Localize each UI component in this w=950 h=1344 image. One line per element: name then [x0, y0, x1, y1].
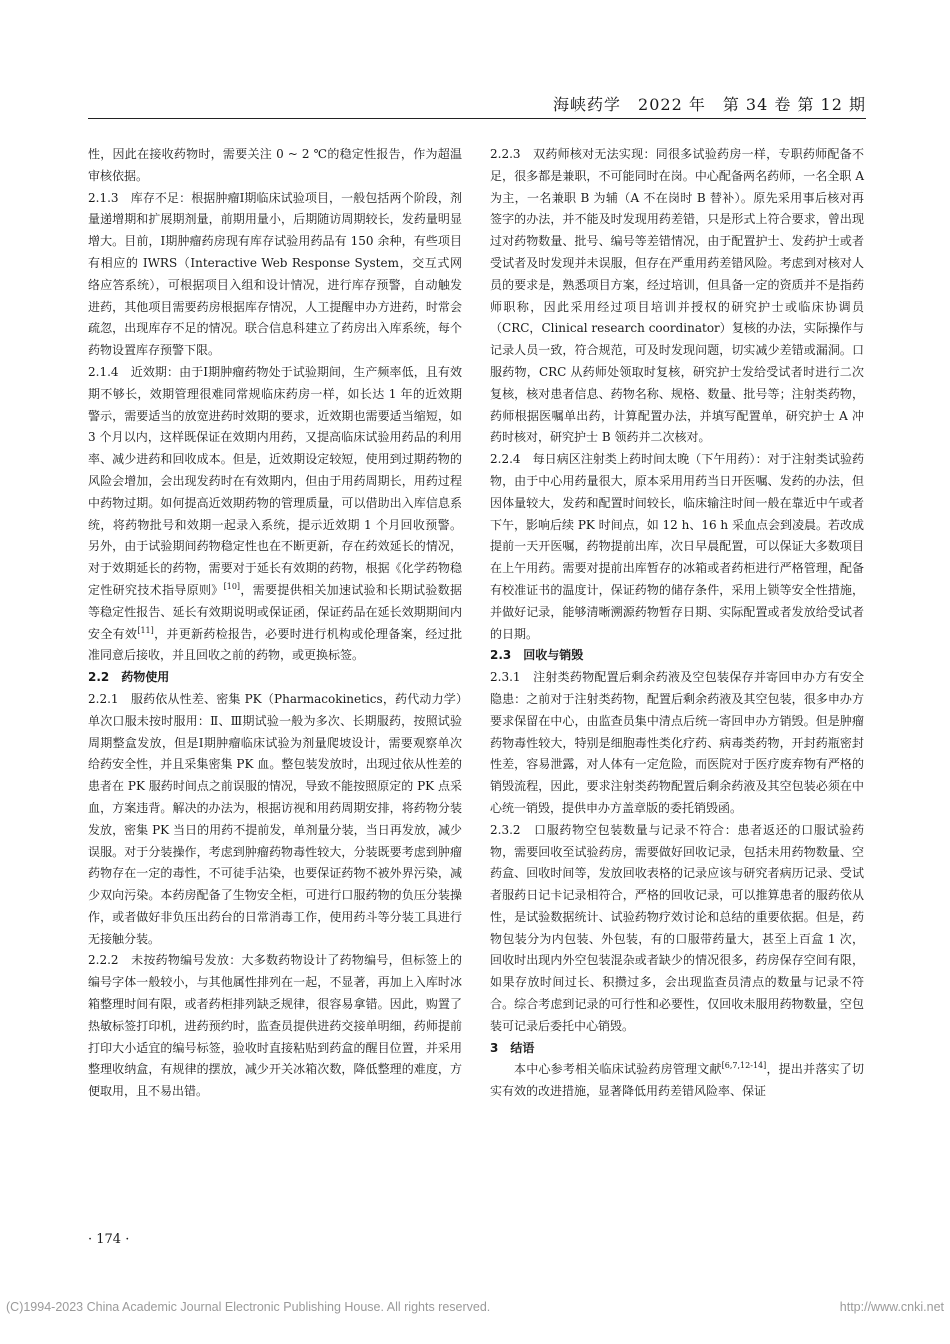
left-column	[88, 144, 462, 1103]
footer	[0, 1300, 950, 1314]
section-heading: 2.2 药物使用	[88, 670, 170, 685]
footer-copyright: (C)1994-2023 China Academic Journal Electronic Publishing House. All rights reserved.	[6, 1300, 491, 1314]
paragraph: 本中心参考相关临床试验药房管理文献[6,7,12-14]，提出并落实了切实有效的改进措施，显著降低用药差错风险率、保证	[490, 1061, 864, 1099]
paragraph: 性，因此在接收药物时，需要关注 0 ~ 2 ℃的稳定性报告，作为超温审核依据。	[88, 147, 462, 183]
citation: [11]	[137, 625, 154, 635]
paragraph: 2.2.4 每日病区注射类上药时间太晚（下午用药）：对于注射类试验药物，由于中心用药量很大，原本采用用药当日开医嘱、发药的办法，但因体量较大，发药和配置时间较长，临床输注时间一般在靠近中午或者下午，影响后续 PK 时间点，如 12 h、16 h 采血点会到凌晨。若改成提前一天开医嘱，药物提前出库，次日早晨配置，可以保证大多数项目在上午用药。需要对提前出库暂存的冰箱或者药柜进行严格管理，配备有校准证书的温度计，保证药物的储存条件，采用上锁等安全性措施，并做好记录，能够清晰溯源药物暂存日期、实际配置或者发放给受试者的日期。	[490, 452, 864, 641]
paragraph: 2.2.1 服药依从性差、密集 PK（Pharmacokinetics，药代动力学）单次口服未按时服用：Ⅱ、Ⅲ期试验一般为多次、长期服药，按照试验周期整盒发放，但是Ⅰ期肿瘤临床试验为剂量爬坡设计，需要观察单次给药安全性，并且采集密集 PK 血。整包装发放时，出现过依从性差的患者在 PK 服药时间点之前误服的情况，导致不能按照原定的 PK 点采血，方案违背。解决的办法为，根据访视和用药周期安排，将药物分装发放，密集 PK 当日的用药不提前发，单剂量分装，当日再发放，减少误服。对于分装操作，考虑到肿瘤药物毒性较大，分装既要考虑到肿瘤药物存在一定的毒性，不可徒手沾染，也要保证药物不被外界污染，减少双向污染。本药房配备了生物安全柜，可进行口服药物的负压分装操作，或者做好非负压出药台的日常消毒工作，使用药斗等分装工具进行无接触分装。	[88, 691, 462, 946]
page-header	[88, 86, 866, 119]
right-column	[490, 144, 864, 1103]
journal-title: 海峡药学 2022 年 第 34 卷 第 12 期	[553, 95, 866, 114]
footer-url: http://www.cnki.net	[839, 1300, 944, 1314]
paragraph: 2.1.4 近效期：由于Ⅰ期肿瘤药物处于试验期间，生产频率低，且有效期不够长，效期管理很难同常规临床药房一样，如长达 1 年的近效期警示，需要适当的放宽进药时效期的要求，近效期也需要适当缩短，如 3 个月以内，这样既保证在效期内用药，又提高临床试验用药品的利用率、减少进药和回收成本。但是，近效期设定较短，使用到过期药物的风险会增加，会出现发药时在有效期内，但由于用药周期长，用药过程中药物过期。如何提高近效期药物的管理质量，可以借助出入库信息系统，将药物批号和效期一起录入系统，提示近效期 1 个月回收预警。另外，由于试验期间药物稳定性也在不断更新，存在药效延长的情况，对于效期延长的药物，需要对于延长有效期的药物，根据《化学药物稳定性研究技术指导原则》[10]，需要提供相关加速试验和长期试验数据等稳定性报告、延长有效期说明或保证函，保证药品在延长效期期间内安全有效[11]，并更新药检报告，必要时进行机构或伦理备案，经过批准同意后接收，并且回收之前的药物，或更换标签。	[88, 364, 462, 663]
citation: [6,7,12-14]	[721, 1061, 767, 1071]
section-heading: 2.3 回收与销毁	[490, 648, 584, 663]
paragraph: 2.2.2 未按药物编号发放：大多数药物设计了药物编号，但标签上的编号字体一般较小，与其他属性排列在一起，不显著，再加上入库时冰箱整理时间有限，或者药柜排列缺乏规律，很容易拿错。因此，购置了热敏标签打印机，进药预约时，监查员提供进药交接单明细，药师提前打印大小适宜的编号标签，验收时直接粘贴到药盒的醒目位置，并采用整理收纳盒，有规律的摆放，减少开关冰箱次数，降低整理的难度，方便取用，且不易出错。	[88, 953, 462, 1099]
section-heading: 3 结语	[490, 1040, 535, 1055]
paragraph: 2.3.2 口服药物空包装数量与记录不符合：患者返还的口服试验药物，需要回收至试验药房，需要做好回收记录，包括未用药物数量、空药盒、回收时间等，发放回收表格的记录应该与研究者病历记录、受试者服药日记卡记录相符合，严格的回收记录，可以推算患者的服药依从性，是试验数据统计、试验药物疗效讨论和总结的重要依据。但是，药物包装分为内包装、外包装，有的口服带药量大，甚至上百盒 1 次，回收时出现内外空包装混杂或者缺少的情况很多，药房保存空间有限，如果存放时间过长、积攒过多，会出现监查员清点的数量与记录不符合。综合考虑到记录的可行性和必要性，仅回收未服用药物数量，空包装可记录后委托中心销毁。	[490, 822, 864, 1033]
paragraph: 2.2.3 双药师核对无法实现：同很多试验药房一样，专职药师配备不足，很多都是兼职，不可能同时在岗。中心配备两名药师，一名全职 A 为主，一名兼职 B 为辅（A 不在岗时 B 替补）。原先采用事后核对再签字的办法，并不能及时发现用药差错，只是形式上符合要求，曾出现过对药物数量、批号、编号等差错情况，由于配置护士、发药护士或者受试者及时发现并未误服，但存在严重用药差错风险。考虑到对核对人员的要求是，熟悉项目方案，经过培训，但具备一定的资质并不是指药师职称，因此采用经过项目培训并授权的研究护士或临床协调员（CRC，Clinical research coordinator）复核的办法，实际操作与记录人员一致，符合规范，可及时发现问题，切实减少差错或漏洞。口服药物，CRC 从药师处领取时复核，研究护士发给受试者时进行二次复核，核对患者信息、药物名称、规格、数量、批号等；注射类药物，药师根据医嘱单出药，计算配置办法，并填写配置单，研究护士 A 冲药时核对，研究护士 B 领药并二次核对。	[490, 147, 864, 445]
page-number: · 174 ·	[88, 1232, 130, 1247]
paragraph: 2.1.3 库存不足：根据肿瘤Ⅰ期临床试验项目，一般包括两个阶段，剂量递增期和扩展期剂量，前期用量小，后期随访周期较长，发药量明显增大。目前，Ⅰ期肿瘤药房现有库存试验用药品有 150 余种，有些项目有相应的 IWRS（Interactive Web Response System，交互式网络应答系统），可根据项目入组和设计情况，进行库存预警，自动触发进药，其他项目需要药房根据库存情况，人工提醒申办方进药，时常会疏忽，出现库存不足的情况。联合信息科建立了药房出入库系统，每个药物设置库存预警下限。	[88, 190, 462, 358]
citation: [10]	[223, 581, 241, 591]
paragraph: 2.3.1 注射类药物配置后剩余药液及空包装保存并寄回申办方有安全隐患：之前对于注射类药物，配置后剩余药液及其空包装，很多申办方要求保留在中心，由监查员集中清点后统一寄回申办方销毁。但是肿瘤药物毒性较大，特别是细胞毒性类化疗药、病毒类药物，开封药瓶密封性差，容易泄露，对人体有一定危险，而医院对于医疗废弃物有严格的销毁流程，因此，要求注射类药物配置后剩余药液及其空包装必须在中心统一销毁，提供申办方盖章版的委托销毁函。	[490, 670, 864, 815]
